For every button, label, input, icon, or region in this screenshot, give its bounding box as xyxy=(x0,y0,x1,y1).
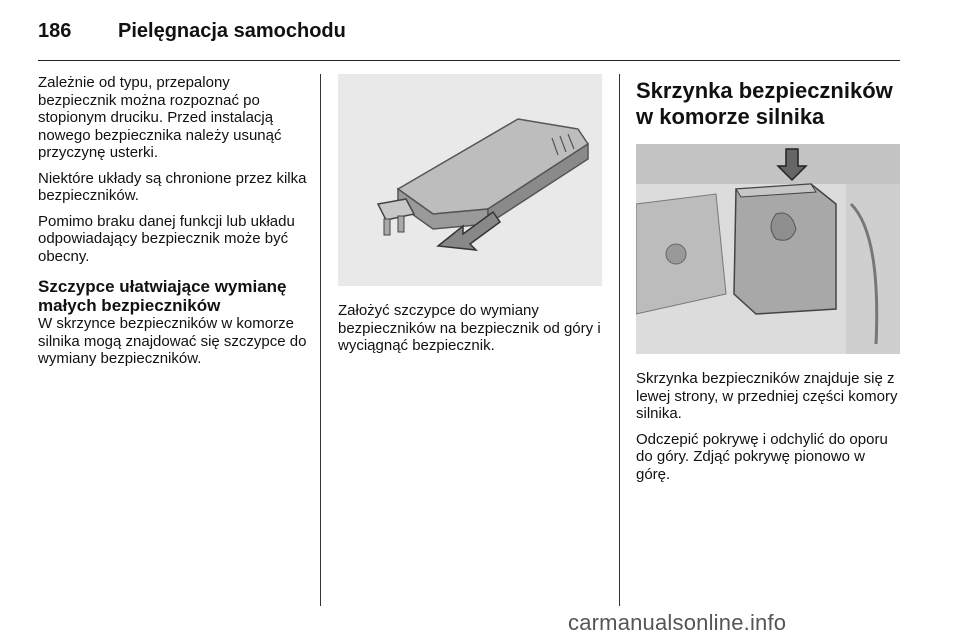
paragraph: Niektóre układy są chronione przez kilka bezpieczników. xyxy=(38,169,307,204)
paragraph: Pomimo braku danej funkcji lub układu odpowiadający bezpiecznik może być obecny. xyxy=(38,212,295,265)
figure-caption: Założyć szczypce do wymiany bezpieczników na bezpiecznik od góry i wyciągnąć bezpiecznik. xyxy=(338,302,601,354)
section-heading: Skrzynka bezpieczników w komorze silnika xyxy=(636,78,893,129)
page-number: 186 xyxy=(38,20,72,42)
watermark: carmanualsonline.info xyxy=(568,610,787,635)
column-divider xyxy=(320,74,321,606)
paragraph: Odczepić pokrywę i odchylić do oporu do góry. Zdjąć pokrywę pionowo w górę. xyxy=(636,430,888,483)
column-right xyxy=(636,74,902,491)
section-heading: Szczypce ułatwiające wymianę małych bezpieczników xyxy=(38,277,287,315)
header-divider xyxy=(38,60,900,61)
paragraph: Skrzynka bezpieczników znajduje się z lewej strony, w przedniej części komory silnika. xyxy=(636,370,898,422)
paragraph: Zależnie od typu, przepalony bezpiecznik można rozpoznać po stopionym druciku. Przed instalacją nowego bezpiecznika należy usunąć przyczynę usterki. xyxy=(38,74,282,161)
page-title: Pielęgnacja samochodu xyxy=(118,20,346,42)
paragraph: W skrzynce bezpieczników w komorze silnika mogą znajdować się szczypce do wymiany bezpieczników. xyxy=(38,315,307,367)
column-left xyxy=(38,74,310,376)
fuse-puller-illustration-icon xyxy=(338,74,602,286)
column-divider xyxy=(619,74,620,606)
engine-fuse-box-illustration-icon xyxy=(636,144,900,354)
column-middle xyxy=(338,74,604,363)
page-header xyxy=(38,14,900,50)
